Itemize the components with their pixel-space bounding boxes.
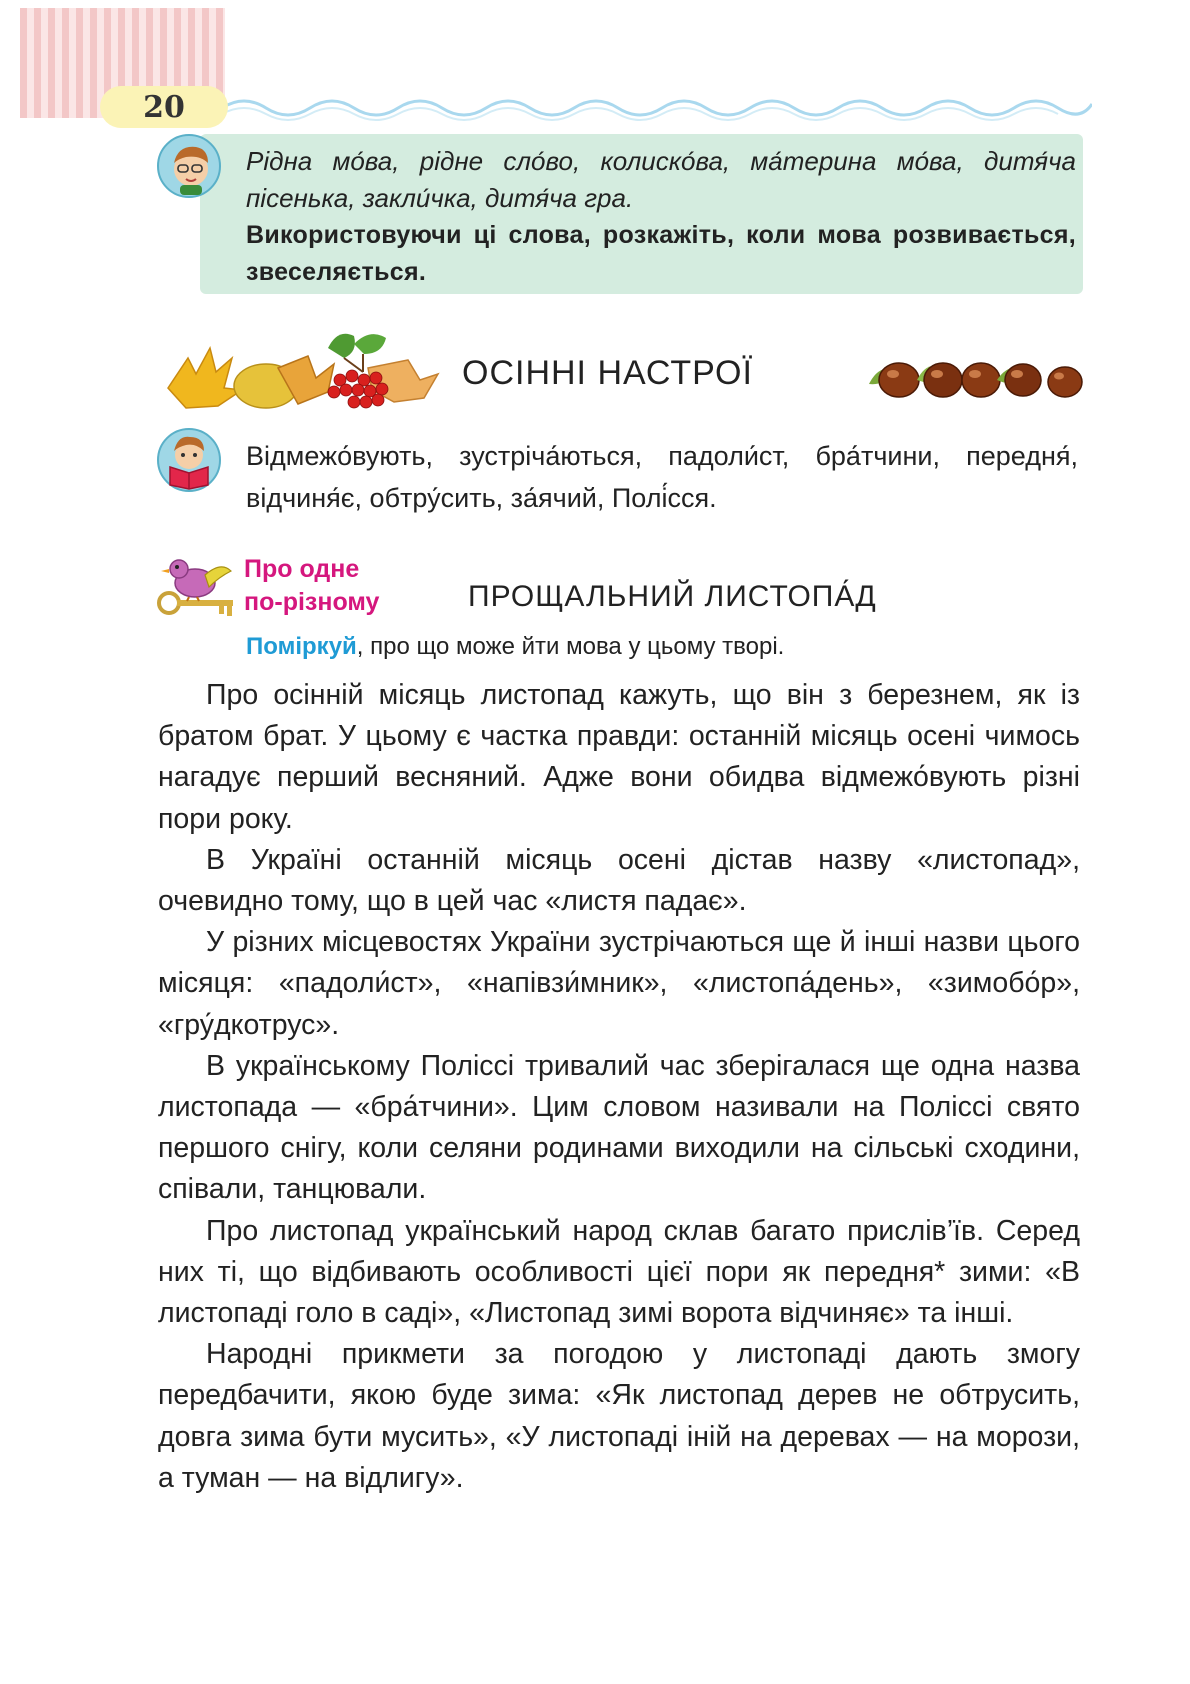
- child-reading-book-icon: [156, 427, 222, 493]
- paragraph: Народні прикмети за погодою у листопаді дають змогу передбачити, якою буде зима: «Як листопад дерев не обтрусить, довга зима бути мусить», «У листопаді іній на деревах — на морози, а туман — на відлигу».: [158, 1338, 1080, 1494]
- paragraph: Про листопад український народ склав багато прислів’їв. Серед них ті, що відбивають особливості цієї пори як передня* зими: «В листопаді голо в саді», «Листопад зимі ворота відчиняє» та інші.: [158, 1214, 1080, 1330]
- autumn-leaves-rowan-decoration: [158, 328, 448, 418]
- task-italic-words: Рідна мо́ва, рідне сло́во, колиско́ва, ма́терина мо́ва, дитя́ча пісенька, закли́чка, дитя́ча гра.: [246, 146, 1076, 213]
- page-number: 20: [100, 86, 228, 128]
- reading-words: Відмежо́вують, зустріча́ються, падоли́ст, бра́тчини, передня́, відчиня́є, обтру́сить, за́ячий, Полі́сся.: [246, 441, 1078, 513]
- paragraph: В Україні останній місяць осені дістав назву «листопад», очевидно тому, що в цей час «листя падає».: [158, 843, 1080, 918]
- boy-talking-icon: [156, 133, 222, 199]
- section-title: ОСІННІ НАСТРОЇ: [462, 354, 753, 392]
- header-wave-decoration: [222, 90, 1092, 124]
- main-text: [158, 675, 1080, 1499]
- think-prompt: [246, 633, 784, 661]
- rubric-line-2: по-різному: [244, 588, 380, 616]
- paragraph: Про осінній місяць листопад кажуть, що він з березнем, як із братом брат. У цьому є частка правди: останній місяць осені чимось нагадує перший весняний. Адже вони обидва відмежо́вують різні пори року.: [158, 679, 1080, 835]
- rubric-label: [244, 553, 379, 619]
- bird-on-key-icon: [155, 553, 241, 619]
- paragraph: В українському Поліссі тривалий час зберігалася ще одна назва листопада — «бра́тчини». Цим словом називали на Поліссі свято першого снігу, коли селяни родинами виходили на сільські сходини, співали, танцювали.: [158, 1049, 1080, 1206]
- chestnuts-decoration: [865, 350, 1085, 406]
- think-word: Поміркуй: [246, 633, 357, 660]
- rubric-line-1: Про одне: [244, 555, 360, 583]
- think-rest: , про що може йти мова у цьому творі.: [356, 633, 785, 660]
- text-title: ПРОЩАЛЬНИЙ ЛИСТОПА́Д: [468, 580, 877, 613]
- task-instruction: Використовуючи ці слова, розкажіть, коли мова розвивається, звеселяється.: [246, 221, 1076, 286]
- task-text: [246, 143, 1076, 291]
- paragraph: У різних місцевостях України зустрічаються ще й інші назви цього місяця: «падоли́ст», «напівзи́мник», «листопа́день», «зимобо́р», «гру́дкотрус».: [158, 926, 1080, 1041]
